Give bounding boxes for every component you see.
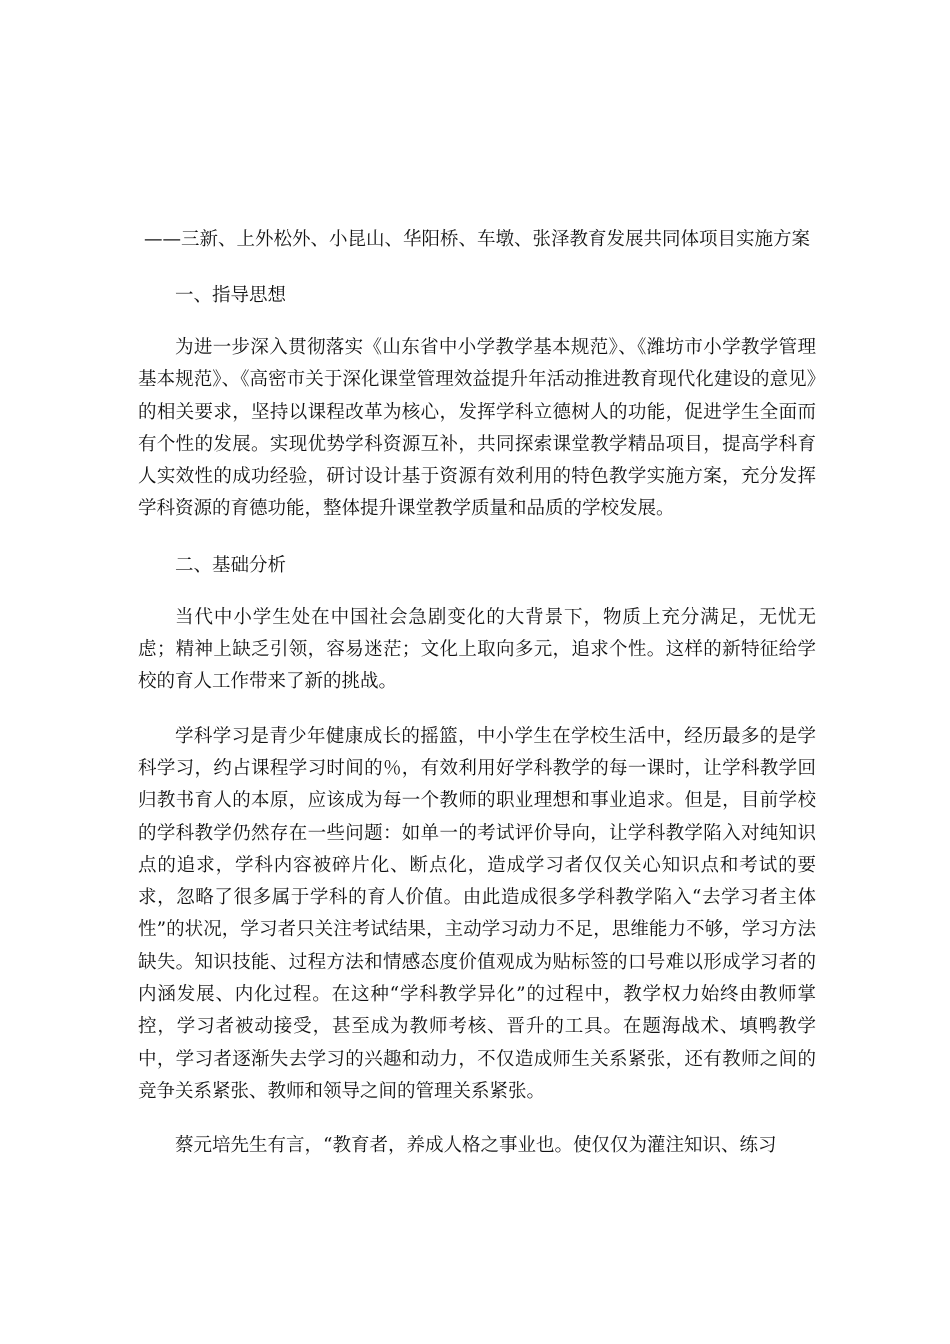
section-heading-guiding-ideology: 一、指导思想 (175, 285, 287, 306)
paragraph-guiding-ideology: 为进一步深入贯彻落实《山东省中小学教学基本规范》、《潍坊市小学教学管理基本规范》、《高密市关于深化课堂管理效益提升年活动推进教育现代化建设的意见》的相关要求，坚持以课程改革为核心，发挥学科立德树人的功能，促进学生全面而有个性的发展。实现优势学科资源互补，共同探索课堂教学精品项目，提高学科育人实效性的成功经验，研讨设计基于资源有效利用的特色教学实施方案，充分发挥学科资源的育德功能，整体提升课堂教学质量和品质的学校发展。 (138, 337, 816, 520)
paragraph-basic-analysis-1: 当代中小学生处在中国社会急剧变化的大背景下，物质上充分满足，无忧无虑；精神上缺乏引领，容易迷茫；文化上取向多元，追求个性。这样的新特征给学校的育人工作带来了新的挑战。 (138, 606, 816, 693)
section-heading-basic-analysis: 二、基础分析 (175, 554, 287, 576)
document-subtitle: ——三新、上外松外、小昆山、华阳桥、车墩、张泽教育发展共同体项目实施方案 (143, 229, 810, 250)
document-body (138, 223, 816, 1163)
paragraph-basic-analysis-2: 学科学习是青少年健康成长的摇篮，中小学生在学校生活中，经历最多的是学科学习，约占课程学习时间的％，有效利用好学科教学的每一课时，让学科教学回归教书育人的本原，应该成为每一个教师的职业理想和事业追求。但是，目前学校的学科教学仍然存在一些问题：如单一的考试评价导向，让学科教学陷入对纯知识点的追求，学科内容被碎片化、断点化，造成学习者仅仅关心知识点和考试的要求，忽略了很多属于学科的育人价值。由此造成很多学科教学陷入“去学习者主体性”的状况，学习者只关注考试结果，主动学习动力不足，思维能力不够，学习方法缺失。知识技能、过程方法和情感态度价值观成为贴标签的口号难以形成学习者的内涵发展、内化过程。在这种“学科教学异化”的过程中，教学权力始终由教师掌控，学习者被动接受，甚至成为教师考核、晋升的工具。在题海战术、填鸭教学中，学习者逐渐失去学习的兴趣和动力，不仅造成师生关系紧张，还有教师之间的竞争关系紧张、教师和领导之间的管理关系紧张。 (138, 725, 816, 1102)
paragraph-basic-analysis-3: 蔡元培先生有言，“教育者，养成人格之事业也。使仅仅为灌注知识、练习 (175, 1135, 777, 1157)
